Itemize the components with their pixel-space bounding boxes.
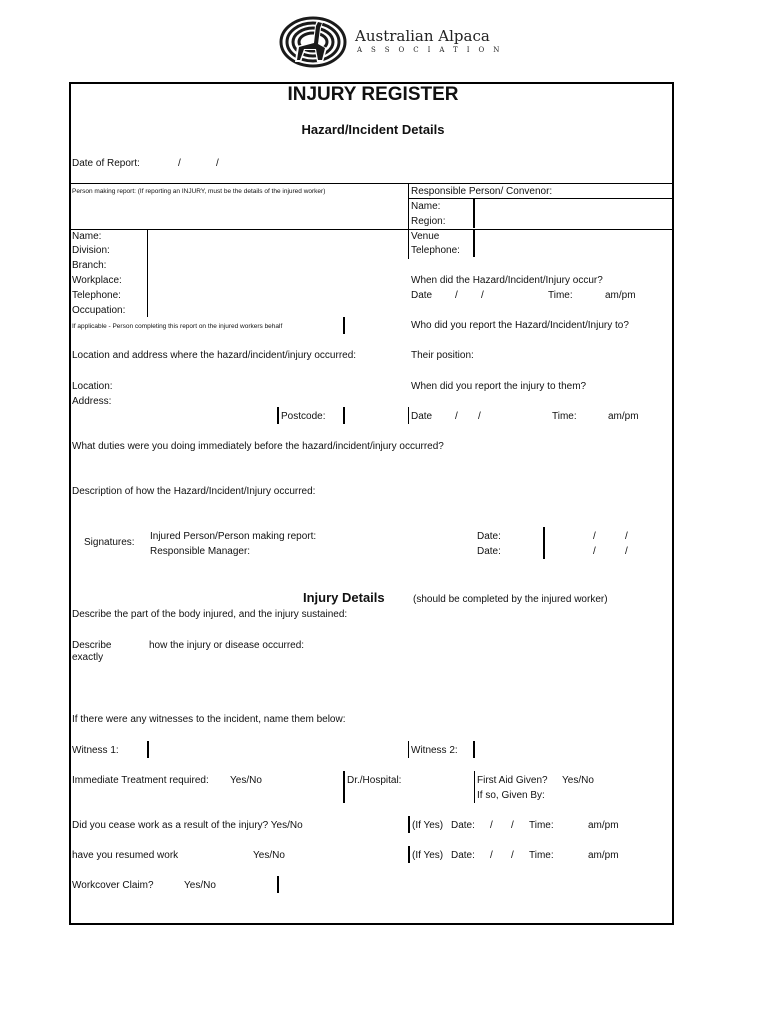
date-label: Date: — [451, 820, 475, 831]
page-title: INJURY REGISTER — [287, 84, 459, 105]
witnesses-label: If there were any witnesses to the incident, name them below: — [72, 714, 346, 725]
if-applicable-label: If applicable - Person completing this report on the injured workers behalf — [72, 323, 283, 330]
ampm-label: am/pm — [588, 850, 619, 861]
injured-signature-label: Injured Person/Person making report: — [150, 531, 317, 542]
divider — [343, 407, 345, 424]
divider — [543, 527, 545, 559]
date-sep: / — [511, 820, 514, 831]
duties-label: What duties were you doing immediately before the hazard/incident/injury occurred? — [72, 441, 444, 452]
rp-telephone-label: Telephone: — [411, 245, 460, 256]
divider — [343, 317, 345, 334]
report-date-label: Date — [411, 411, 433, 422]
divider — [70, 183, 674, 184]
signature-field[interactable] — [325, 529, 470, 559]
date-sep: / — [481, 290, 484, 301]
date-sep: / — [593, 546, 596, 557]
divider — [408, 816, 410, 833]
signature-date-label: Date: — [477, 531, 501, 542]
divider — [343, 771, 345, 803]
date-sep: / — [490, 820, 493, 831]
worker-occupation-label: Occupation: — [72, 305, 126, 316]
worker-branch-label: Branch: — [72, 260, 107, 271]
yes-no-option[interactable]: Yes/No — [230, 775, 262, 786]
date-sep: / — [511, 850, 514, 861]
divider — [474, 771, 475, 803]
if-yes-label: (If Yes) — [412, 820, 444, 831]
divider — [473, 229, 475, 257]
alpaca-logo-icon — [277, 14, 349, 70]
their-position-label: Their position: — [411, 350, 474, 361]
rp-region-label: Region: — [411, 216, 446, 227]
section-heading-injury: Injury Details — [303, 590, 385, 605]
witness1-label: Witness 1: — [72, 745, 119, 756]
divider — [408, 229, 409, 259]
date-sep: / — [478, 411, 481, 422]
when-occur-date-label: Date — [411, 290, 433, 301]
address-label: Address: — [72, 396, 112, 407]
divider — [147, 741, 149, 758]
divider — [70, 229, 674, 230]
when-occur-time-label: Time: — [548, 290, 573, 301]
worker-telephone-label: Telephone: — [72, 290, 121, 301]
signatures-label: Signatures: — [84, 537, 135, 548]
worker-details-field[interactable] — [150, 231, 405, 316]
time-label: Time: — [529, 850, 554, 861]
exactly-label: exactly — [72, 652, 104, 663]
divider — [277, 876, 279, 893]
describe-label: Describe — [72, 640, 112, 651]
rp-venue-label: Venue — [411, 231, 440, 242]
first-aid-label: First Aid Given? — [477, 775, 548, 786]
divider — [408, 407, 409, 424]
signature-date-label: Date: — [477, 546, 501, 557]
responsible-person-label: Responsible Person/ Convenor: — [411, 186, 553, 197]
rp-name-region-field[interactable] — [476, 199, 672, 227]
person-making-report-label: Person making report: (If reporting an INJURY, must be the details of the injured worker) — [72, 188, 326, 195]
date-of-report-label: Date of Report: — [72, 158, 140, 169]
logo-name: Australian Alpaca — [355, 27, 490, 45]
given-by-label: If so, Given By: — [477, 790, 545, 801]
yes-no-option[interactable]: Yes/No — [184, 880, 216, 891]
ampm-label: am/pm — [605, 290, 636, 301]
date-label: Date: — [451, 850, 475, 861]
divider — [473, 741, 475, 758]
immediate-treatment-label: Immediate Treatment required: — [72, 775, 209, 786]
workcover-label: Workcover Claim? — [72, 880, 154, 891]
resumed-work-label: have you resumed work — [72, 850, 179, 861]
worker-workplace-label: Workplace: — [72, 275, 122, 286]
witness2-field[interactable] — [477, 742, 671, 757]
description-field[interactable] — [72, 500, 670, 524]
duties-field[interactable] — [72, 455, 670, 483]
divider — [147, 229, 148, 317]
cease-work-label: Did you cease work as a result of the injury? Yes/No — [72, 820, 303, 831]
date-sep: / — [178, 158, 181, 169]
divider — [408, 183, 409, 229]
time-label: Time: — [529, 820, 554, 831]
section-heading-hazard: Hazard/Incident Details — [301, 122, 445, 137]
witness2-label: Witness 2: — [411, 745, 458, 756]
divider — [408, 741, 409, 758]
body-part-field[interactable] — [72, 622, 670, 638]
description-label: Description of how the Hazard/Incident/Injury occurred: — [72, 486, 316, 497]
when-occur-label: When did the Hazard/Incident/Injury occur? — [411, 275, 603, 286]
who-report-label: Who did you report the Hazard/Incident/Injury to? — [411, 320, 629, 331]
date-sep: / — [490, 850, 493, 861]
postcode-field[interactable] — [330, 409, 342, 423]
rp-name-label: Name: — [411, 201, 441, 212]
if-yes-label: (If Yes) — [412, 850, 444, 861]
date-sep: / — [455, 290, 458, 301]
body-part-label: Describe the part of the body injured, and the injury sustained: — [72, 609, 348, 620]
date-sep: / — [625, 546, 628, 557]
divider — [473, 198, 475, 228]
yes-no-option[interactable]: Yes/No — [562, 775, 594, 786]
location-address-label: Location and address where the hazard/incident/injury occurred: — [72, 350, 357, 361]
date-sep: / — [455, 411, 458, 422]
worker-division-label: Division: — [72, 245, 110, 256]
ampm-label: am/pm — [588, 820, 619, 831]
rp-venue-telephone-field[interactable] — [476, 231, 672, 257]
ampm-label: am/pm — [608, 411, 639, 422]
witness1-field[interactable] — [151, 742, 401, 757]
when-report-label: When did you report the injury to them? — [411, 381, 587, 392]
how-occurred-label: how the injury or disease occurred: — [149, 640, 305, 651]
report-time-label: Time: — [552, 411, 577, 422]
date-of-report-field[interactable] — [150, 152, 250, 172]
date-sep: / — [216, 158, 219, 169]
date-sep: / — [625, 531, 628, 542]
divider — [277, 407, 279, 424]
date-sep: / — [593, 531, 596, 542]
manager-signature-label: Responsible Manager: — [150, 546, 251, 557]
injury-details-note: (should be completed by the injured worker) — [413, 594, 608, 605]
worker-name-label: Name: — [72, 231, 102, 242]
location-label: Location: — [72, 381, 113, 392]
postcode-label: Postcode: — [281, 411, 326, 422]
logo-sub: ASSOCIATION — [357, 46, 509, 54]
divider — [408, 846, 410, 863]
how-occurred-field[interactable] — [72, 665, 670, 709]
yes-no-option[interactable]: Yes/No — [253, 850, 285, 861]
dr-hospital-label: Dr./Hospital: — [347, 775, 402, 786]
